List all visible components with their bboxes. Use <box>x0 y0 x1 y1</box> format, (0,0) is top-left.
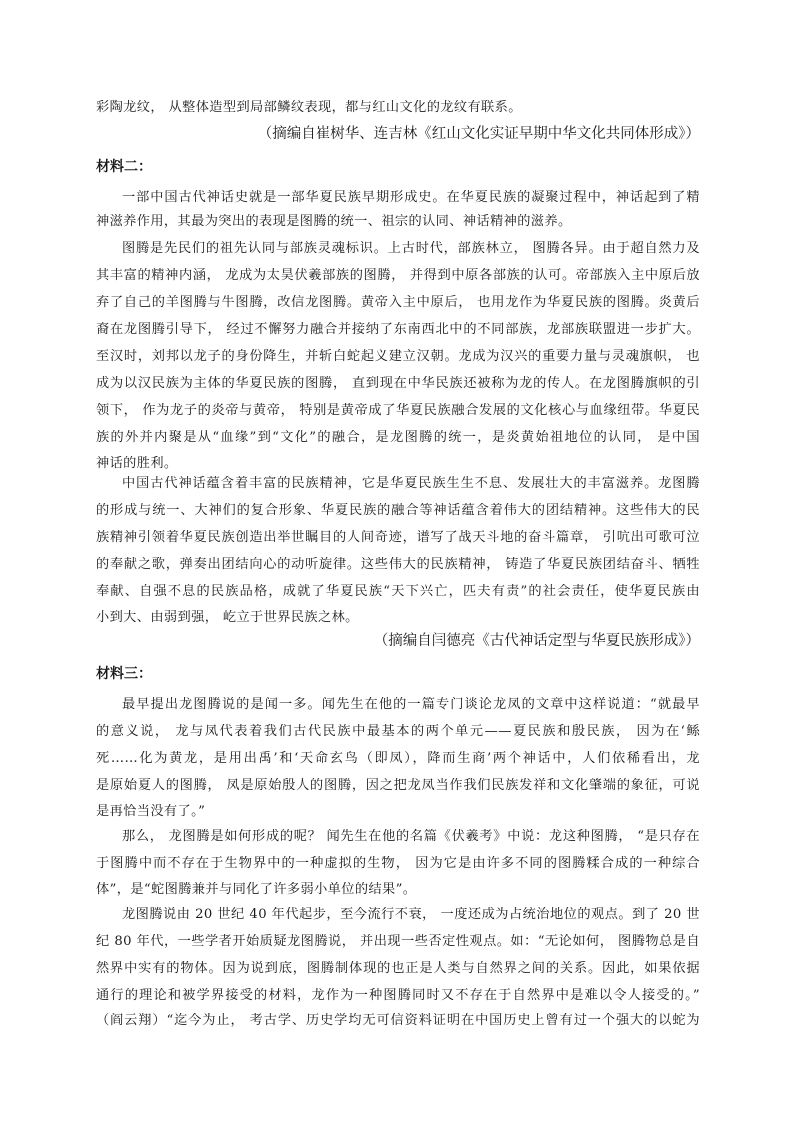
source-citation: （摘编自崔树华、连吉林《红山文化实证早期中华文化共同体形成》） <box>257 126 700 142</box>
body-line: 领下， 作为龙子的炎帝与黄帝， 特别是黄帝成了华夏民族融合发展的文化核心与血缘纽带。华夏民 <box>96 403 700 418</box>
body-line: 是原始夏人的图腾， 凤是原始殷人的图腾，因之把龙凤当作我们民族发祥和文化肇端的象征，可说 <box>96 778 700 793</box>
body-line: 通行的理论和被学界接受的材料，龙作为一种图腾同时又不存在于自然界中是难以令人接受的。” <box>96 988 700 1003</box>
body-line: 族的外并内聚是从“血缘”到“文化”的融合，是龙图腾的统一，是炎黄始祖地位的认同， 是中国 <box>96 430 700 445</box>
body-line: （阎云翔）“迄今为止， 考古学、历史学均无可信资料证明在中国历史上曾有过一个强大的以蛇为 <box>96 1013 700 1028</box>
section-heading: 材料三： <box>96 666 152 682</box>
body-line: 体”，是“蛇图腾兼并与同化了许多弱小单位的结果”。 <box>96 882 417 897</box>
body-line: 神话的胜利。 <box>96 456 178 471</box>
body-line: 是再恰当没有了。” <box>96 804 206 819</box>
body-line: 图腾是先民们的祖先认同与部族灵魂标识。上古时代，部族林立， 图腾各异。由于超自然力及 <box>122 241 700 256</box>
body-line: 弃了自己的羊图腾与牛图腾，改信龙图腾。黄帝入主中原后， 也用龙作为华夏民族的图腾。炎黄后 <box>96 295 700 310</box>
body-line: 族精神引领着华夏民族创造出举世瞩目的人间奇迹，谱写了战天斗地的奋斗篇章， 引吭出可歌可泣 <box>96 530 700 545</box>
section-heading: 材料二： <box>96 159 152 175</box>
body-line: 奉献、自强不息的民族品格，成就了华夏民族“天下兴亡，匹夫有责”的社会责任，使华夏民族由 <box>96 584 700 599</box>
body-line: 的奉献之歌，弹奏出团结向心的动听旋律。这些伟大的民族精神， 铸造了华夏民族团结奋斗、牺牲 <box>96 557 700 572</box>
body-line: 神滋养作用，其最为突出的表现是图腾的统一、祖宗的认同、神话精神的滋养。 <box>96 214 572 229</box>
body-line: 那么， 龙图腾是如何形成的呢？ 闻先生在他的名篇《伏羲考》中说：龙这种图腾， “是只存在 <box>122 829 700 844</box>
body-line: 然界中实有的物体。因为说到底，图腾制体现的也正是人类与自然界之间的关系。因此，如果依据 <box>96 961 700 976</box>
body-line: 的意义说， 龙与凤代表着我们古代民族中最基本的两个单元——夏民族和殷民族， 因为在‘鲧 <box>96 724 700 739</box>
source-citation: （摘编自闫德亮《古代神话定型与华夏民族形成》） <box>373 633 700 649</box>
body-line: 龙图腾说由 20 世纪 40 年代起步，至今流行不衰， 一度还成为占统治地位的观点。到了 20 世 <box>122 907 700 922</box>
body-line: 彩陶龙纹， 从整体造型到局部鳞纹表现，都与红山文化的龙纹有联系。 <box>96 100 522 115</box>
body-line: 死……化为黄龙，是用出禹’和‘天命玄鸟（即凤），降而生商’两个神话中，人们依稀看出，龙 <box>96 751 700 766</box>
body-line: 的形成与统一、大神们的复合形象、华夏民族的融合等神话蕴含着伟大的团结精神。这些伟大的民 <box>96 503 700 518</box>
body-line: 最早提出龙图腾说的是闻一多。闻先生在他的一篇专门谈论龙凤的文章中这样说道：“就最早 <box>122 697 700 712</box>
body-line: 纪 80 年代，一些学者开始质疑龙图腾说， 并出现一些否定性观点。如：“无论如何， 图腾物总是自 <box>96 934 700 949</box>
body-line: 小到大、由弱到强， 屹立于世界民族之林。 <box>96 610 359 625</box>
body-line: 裔在龙图腾引导下， 经过不懈努力融合并接纳了东南西北中的不同部族，龙部族联盟进一步扩大。 <box>96 322 700 337</box>
body-line: 于图腾中而不存在于生物界中的一种虚拟的生物， 因为它是由许多不同的图腾糅合成的一种综合 <box>96 856 700 871</box>
body-line: 一部中国古代神话史就是一部华夏民族早期形成史。在华夏民族的凝聚过程中，神话起到了精 <box>122 190 700 205</box>
body-line: 成为以汉民族为主体的华夏民族的图腾， 直到现在中华民族还被称为龙的传人。在龙图腾旗帜的引 <box>96 376 700 391</box>
body-line: 中国古代神话蕴含着丰富的民族精神，它是华夏民族生生不息、发展壮大的丰富滋养。龙图腾 <box>122 476 700 491</box>
body-line: 至汉时，刘邦以龙子的身份降生，并斩白蛇起义建立汉朝。龙成为汉兴的重要力量与灵魂旗帜， 也 <box>96 349 700 364</box>
body-line: 其丰富的精神内涵， 龙成为太昊伏羲部族的图腾， 并得到中原各部族的认可。帝部族入主中原后放 <box>96 268 700 283</box>
